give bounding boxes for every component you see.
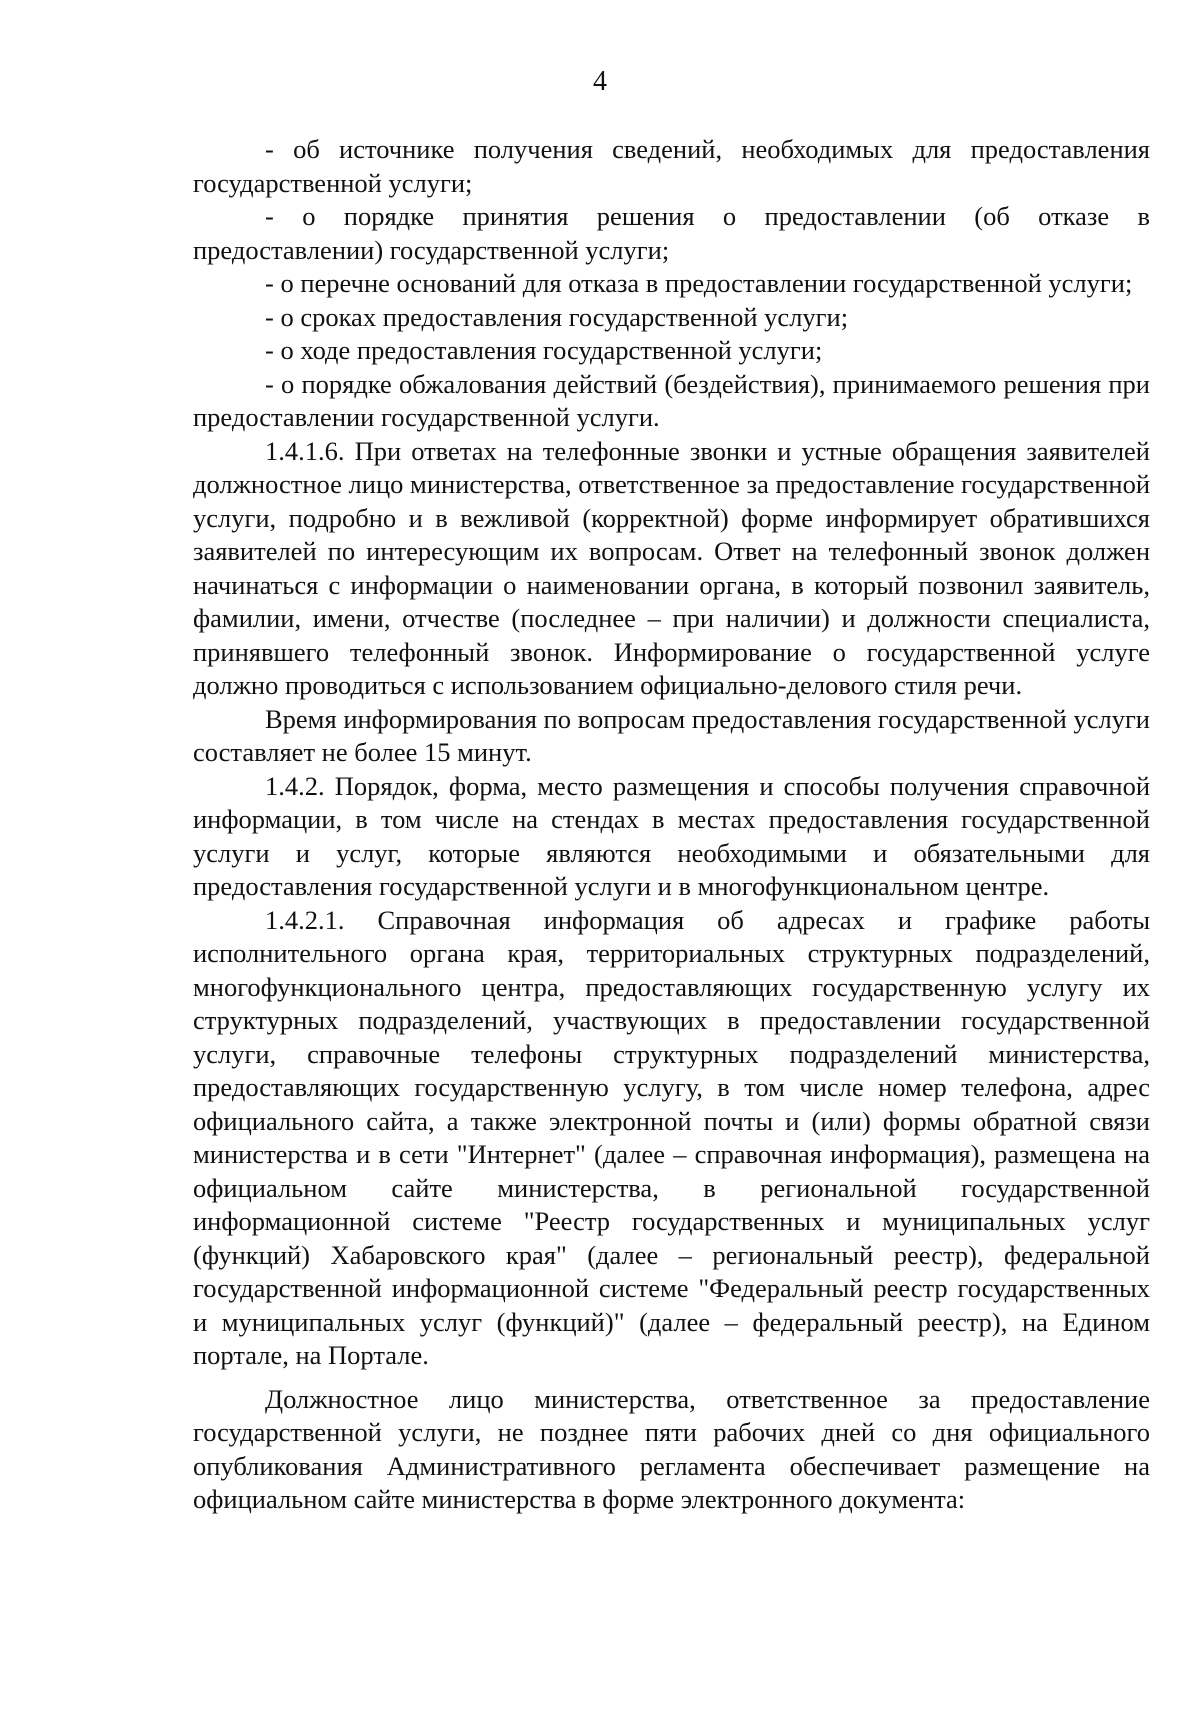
paragraph-informing-time: Время информирования по вопросам предоставления государственной услуги составляет не более 15 минут. (193, 703, 1150, 767)
paragraph-1-4-2-1: 1.4.2.1. Справочная информация об адресах и графике работы исполнительного органа края, территориальных структурных подразделений, многофункционального центра, предоставляющих государственную услугу их структурных подразделений, участвующих в предоставлении государственной услуги, справочные телефоны структурных подразделений министерства, предоставляющих государственную услугу, в том числе номер телефона, адрес официального сайта, а также электронной почты и (или) формы обратной связи министерства и в сети "Интернет" (далее – справочная информация), размещена на официальном сайте министерства, в региональной государственной информационной системе "Реестр государственных и муниципальных услуг (функций) Хабаровского края" (далее – региональный реестр), федеральной государственной информационной системе "Федеральный реестр государственных и муниципальных услуг (функций)" (далее – федеральный реестр), на Едином портале, на Портале. (193, 904, 1150, 1370)
document-body (193, 133, 1150, 1517)
paragraph-source-of-information: - об источнике получения сведений, необходимых для предоставления государственной услуги; (193, 134, 1150, 198)
page-number: 4 (593, 66, 607, 97)
paragraph-1-4-1-6: 1.4.1.6. При ответах на телефонные звонки и устные обращения заявителей должностное лицо министерства, ответственное за предоставление государственной услуги, подробно и в вежливой (корректной) форме информирует обратившихся заявителей по интересующим их вопросам. Ответ на телефонный звонок должен начинаться с информации о наименовании органа, в который позвонил заявитель, фамилии, имени, отчестве (последнее – при наличии) и должности специалиста, принявшего телефонный звонок. Информирование о государственной услуге должно проводиться с использованием официально-делового стиля речи. (193, 435, 1150, 700)
paragraph-decision-procedure: - о порядке принятия решения о предоставлении (об отказе в предоставлении) государственной услуги; (193, 201, 1150, 265)
paragraph-1-4-2: 1.4.2. Порядок, форма, место размещения и способы получения справочной информации, в том числе на стендах в местах предоставления государственной услуги и услуг, которые являются необходимыми и обязательными для предоставления государственной услуги и в многофункциональном центре. (193, 770, 1150, 901)
paragraph-refusal-grounds: - о перечне оснований для отказа в предоставлении государственной услуги; (265, 268, 1133, 298)
paragraph-official-responsible: Должностное лицо министерства, ответственное за предоставление государственной услуги, не позднее пяти рабочих дней со дня официального опубликования Административного регламента обеспечивает размещение на официальном сайте министерства в форме электронного документа: (193, 1383, 1150, 1514)
paragraph-appeal-procedure: - о порядке обжалования действий (бездействия), принимаемого решения при предоставлении государственной услуги. (193, 368, 1150, 432)
paragraph-service-terms: - о сроках предоставления государственной услуги; (265, 301, 849, 332)
paragraph-service-progress: - о ходе предоставления государственной услуги; (265, 335, 823, 365)
